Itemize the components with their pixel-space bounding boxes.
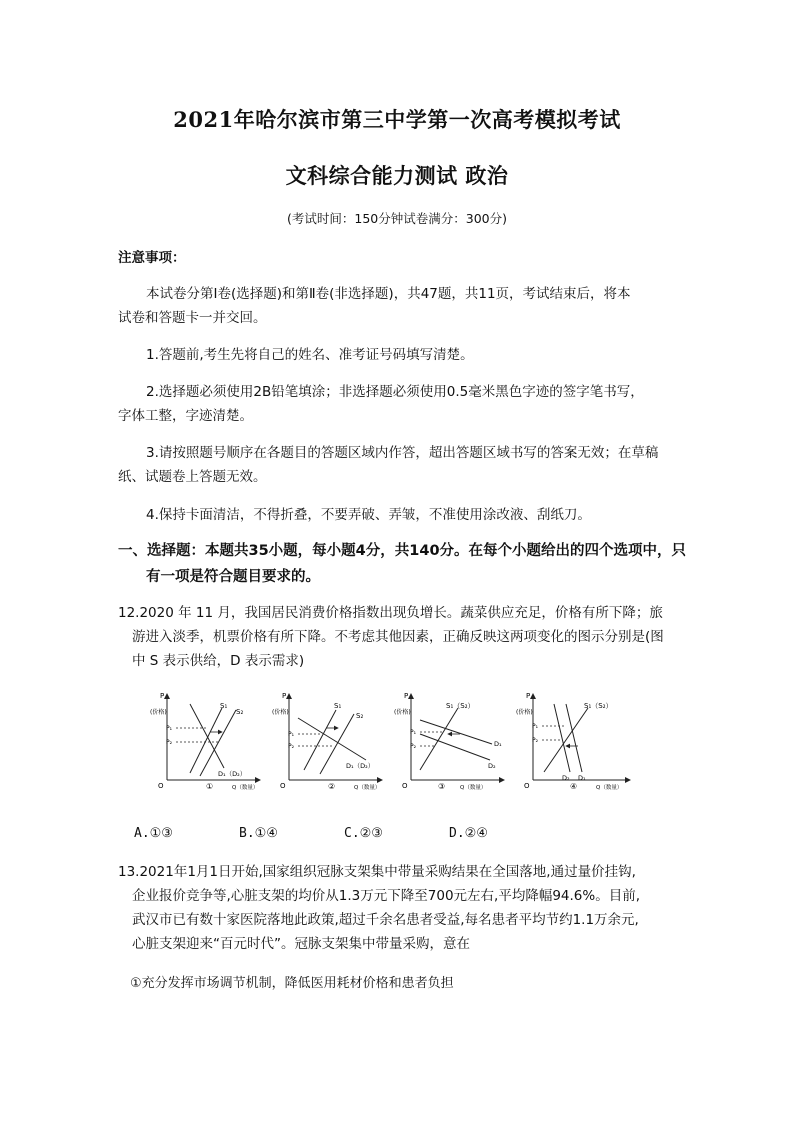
graph-1-yunit: (价格) xyxy=(150,709,167,716)
notice-intro-line2: 试卷和答题卡一并交回。 xyxy=(118,310,267,326)
question-13-line1: 13.2021年1月1日开始,国家组织冠脉支架集中带量采购结果在全国落地,通过量价挂钩, xyxy=(118,864,636,880)
notice-item-3-line2: 纸、试题卷上答题无效。 xyxy=(118,469,267,485)
graph-1-s2-line xyxy=(200,710,236,776)
graph-1 xyxy=(150,692,260,791)
graph-2-s1-line xyxy=(304,710,336,770)
graph-3-yunit: (价格) xyxy=(394,709,411,716)
graph-1-d-label: D₁（D₂） xyxy=(218,770,247,778)
section-1-line2: 有一项是符合题目要求的。 xyxy=(146,569,320,585)
graph-2-ylabel: P xyxy=(282,692,287,700)
graph-1-ylabel: P xyxy=(160,692,165,700)
graph-1-p1: P₁ xyxy=(166,725,173,732)
question-13-line2: 企业报价竞争等,心脏支架的均价从1.3万元下降至700元左右,平均降幅94.6%。目前, xyxy=(132,888,640,904)
graph-1-xlabel: Q（数量） xyxy=(232,785,259,791)
notice-intro xyxy=(118,282,680,330)
question-12-line1: 12.2020 年 11 月，我国居民消费价格指数出现负增长。蔬菜供应充足，价格有所下降；旅 xyxy=(118,605,663,621)
graph-4 xyxy=(516,692,630,791)
supply-demand-figures xyxy=(140,688,640,800)
graph-2-yunit: (价格) xyxy=(272,709,289,716)
graph-3-d1-line xyxy=(420,720,492,744)
graph-2-p1: P₁ xyxy=(288,731,295,738)
graph-1-num: ① xyxy=(206,782,214,791)
notice-intro-line1: 本试卷分第Ⅰ卷(选择题)和第Ⅱ卷(非选择题)，共47题，共11页，考试结束后，将本 xyxy=(146,286,631,302)
graph-1-origin: O xyxy=(158,782,164,790)
graph-4-d2-label: D₂ xyxy=(562,774,570,782)
graph-4-xlabel: Q（数量） xyxy=(596,785,623,791)
graph-1-p2: P₂ xyxy=(166,739,173,746)
option-d[interactable]: D.②④ xyxy=(449,826,488,841)
notice-heading: 注意事项： xyxy=(118,250,186,266)
exam-time-info: (考试时间：150分钟试卷满分：300分) xyxy=(287,211,507,226)
graph-1-s1-label: S₁ xyxy=(220,702,228,710)
graph-4-yunit: (价格) xyxy=(516,709,533,716)
section-1-heading xyxy=(118,538,688,590)
notice-item-1: 1.答题前,考生先将自己的姓名、准考证号码填写清楚。 xyxy=(146,347,474,363)
graph-4-p2: P₂ xyxy=(532,737,539,744)
notice-item-2-line1: 2.选择题必须使用2B铅笔填涂；非选择题必须使用0.5毫米黑色字迹的签字笔书写， xyxy=(146,384,644,400)
graph-4-origin: O xyxy=(524,782,530,790)
graph-1-s2-label: S₂ xyxy=(236,708,244,716)
graph-1-s1-line xyxy=(190,708,222,773)
graph-3 xyxy=(394,692,504,791)
graph-2-origin: O xyxy=(280,782,286,790)
question-13-option-1: ①充分发挥市场调节机制，降低医用耗材价格和患者负担 xyxy=(130,976,454,991)
figure-svg xyxy=(140,688,640,800)
question-13 xyxy=(118,860,690,956)
graph-4-num: ④ xyxy=(570,782,578,791)
graph-3-s-line xyxy=(420,708,458,770)
graph-3-ylabel: P xyxy=(404,692,409,700)
question-12 xyxy=(118,601,690,673)
graph-4-p1: P₁ xyxy=(532,723,539,730)
option-a[interactable]: A.①③ xyxy=(134,826,173,841)
graph-4-ylabel: P xyxy=(526,692,531,700)
section-1-line1: 一、选择题：本题共35小题，每小题4分，共140分。在每个小题给出的四个选项中，只 xyxy=(118,543,687,559)
graph-2-num: ② xyxy=(328,782,336,791)
graph-2-p2: P₂ xyxy=(288,743,295,750)
option-c[interactable]: C.②③ xyxy=(344,826,383,841)
question-12-line2: 游进入淡季，机票价格有所下降。不考虑其他因素，正确反映这两项变化的图示分别是(图 xyxy=(132,629,664,645)
graph-3-origin: O xyxy=(402,782,408,790)
graph-2 xyxy=(272,692,382,791)
question-13-line3: 武汉市已有数十家医院落地此政策,超过千余名患者受益,每名患者平均节约1.1万余元, xyxy=(132,912,639,928)
graph-3-d1-label: D₁ xyxy=(494,740,502,748)
graph-3-p1: P₁ xyxy=(410,729,417,736)
graph-3-d2-line xyxy=(420,734,490,760)
graph-3-xlabel: Q（数量） xyxy=(460,785,487,791)
graph-2-xlabel: Q（数量） xyxy=(354,785,381,791)
notice-item-2-line2: 字体工整，字迹清楚。 xyxy=(118,408,253,424)
exam-title: 2021年哈尔滨市第三中学第一次高考模拟考试 xyxy=(173,107,621,132)
exam-subtitle: 文科综合能力测试 政治 xyxy=(285,163,509,188)
graph-4-d1-label: D₁ xyxy=(578,774,586,782)
graph-3-d2-label: D₂ xyxy=(488,762,496,770)
graph-2-s1-label: S₁ xyxy=(334,702,342,710)
question-12-line3: 中 S 表示供给，D 表示需求) xyxy=(132,653,305,669)
notice-item-3-line1: 3.请按照题号顺序在各题目的答题区域内作答，超出答题区域书写的答案无效；在草稿 xyxy=(146,445,659,461)
graph-4-s-label: S₁（S₂） xyxy=(584,702,613,710)
notice-item-4: 4.保持卡面清洁，不得折叠，不要弄破、弄皱，不准使用涂改液、刮纸刀。 xyxy=(146,507,591,523)
question-12-options xyxy=(134,826,554,841)
question-13-line4: 心脏支架迎来“百元时代”。冠脉支架集中带量采购，意在 xyxy=(132,936,470,952)
graph-3-s-label: S₁（S₂） xyxy=(446,702,475,710)
notice-item-3 xyxy=(118,441,680,489)
option-b[interactable]: B.①④ xyxy=(239,826,278,841)
graph-3-num: ③ xyxy=(438,782,446,791)
graph-2-d-label: D₁（D₂） xyxy=(346,762,375,770)
graph-2-s2-label: S₂ xyxy=(356,712,364,720)
graph-4-d1-line xyxy=(566,704,582,772)
graph-3-p2: P₂ xyxy=(410,743,417,750)
notice-item-2 xyxy=(118,380,680,428)
